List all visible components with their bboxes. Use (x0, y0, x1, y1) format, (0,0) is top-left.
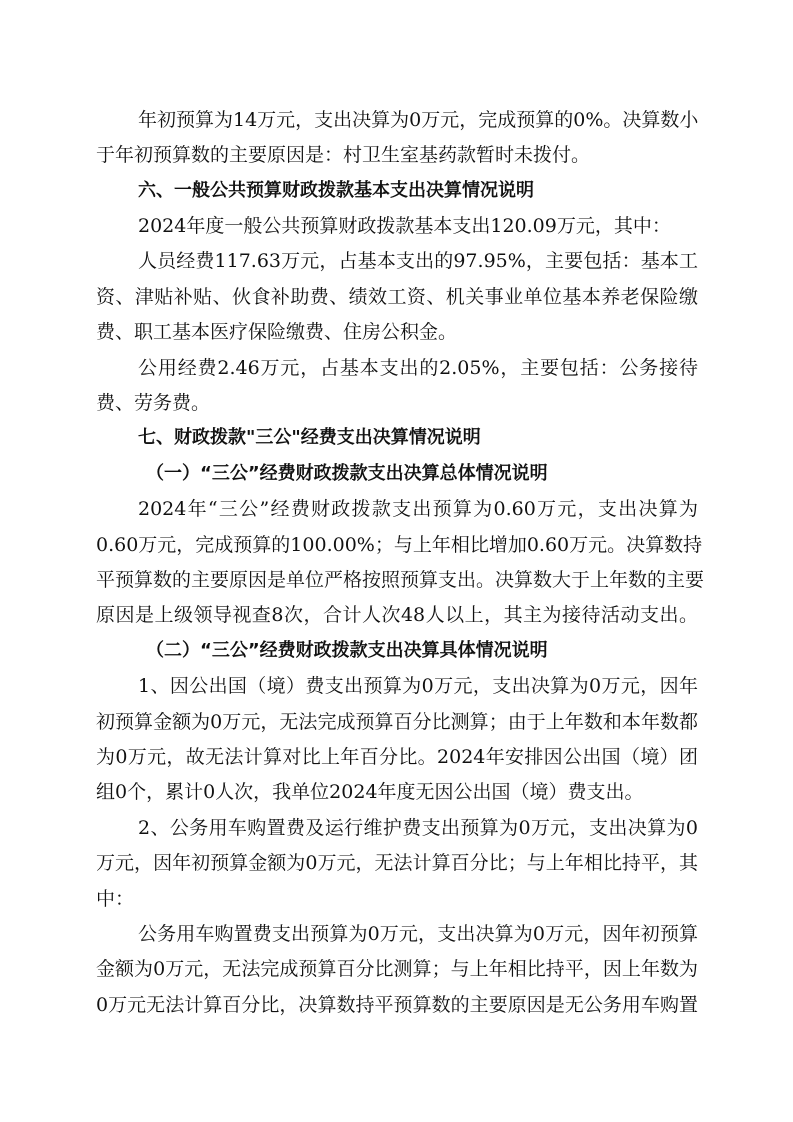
paragraph-line: 原因是上级领导视查8次，合计人次48人以上，其主为接待活动支出。 (96, 604, 698, 626)
paragraph-line: 初预算金额为0万元，无法完成预算百分比测算；由于上年数和本年数都 (96, 711, 698, 733)
paragraph-line: 1、因公出国（境）费支出预算为0万元，支出决算为0万元，因年 (138, 675, 698, 697)
paragraph-line: 万元，因年初预算金额为0万元，无法计算百分比；与上年相比持平，其 (96, 852, 698, 874)
paragraph-line: 费、劳务费。 (96, 392, 211, 414)
paragraph-line: 费、职工基本医疗保险缴费、住房公积金。 (96, 321, 458, 343)
section-heading: 七、财政拨款"三公"经费支出决算情况说明 (138, 427, 481, 448)
paragraph-line: 0万元无法计算百分比，决算数持平预算数的主要原因是无公务用车购置 (96, 994, 698, 1016)
paragraph-line: 公务用车购置费支出预算为0万元，支出决算为0万元，因年初预算 (138, 923, 698, 945)
paragraph-line: 2、公务用车购置费及运行维护费支出预算为0万元，支出决算为0 (138, 817, 698, 839)
paragraph-line: 人员经费117.63万元，占基本支出的97.95%，主要包括：基本工 (138, 250, 698, 272)
paragraph-line: 2024年“三公”经费财政拨款支出预算为0.60万元，支出决算为 (138, 498, 698, 520)
section-heading: 六、一般公共预算财政拨款基本支出决算情况说明 (138, 180, 534, 201)
paragraph-line: 年初预算为14万元，支出决算为0万元，完成预算的0%。决算数小 (138, 109, 699, 131)
paragraph-line: 资、津贴补贴、伙食补助费、绩效工资、机关事业单位基本养老保险缴 (96, 286, 698, 308)
paragraph-line: 为0万元，故无法计算对比上年百分比。2024年安排因公出国（境）团 (96, 746, 698, 768)
paragraph-line: 平预算数的主要原因是单位严格按照预算支出。决算数大于上年数的主要 (96, 569, 705, 591)
paragraph-line: 2024年度一般公共预算财政拨款基本支出120.09万元，其中： (138, 215, 671, 237)
subsection-heading: （二）“三公”经费财政拨款支出决算具体情况说明 (146, 640, 548, 661)
subsection-heading: （一）“三公”经费财政拨款支出决算总体情况说明 (146, 463, 548, 484)
paragraph-line: 组0个，累计0人次，我单位2024年度无因公出国（境）费支出。 (96, 781, 644, 803)
paragraph-line: 中： (96, 888, 135, 910)
paragraph-line: 于年初预算数的主要原因是：村卫生室基药款暂时未拨付。 (96, 144, 591, 166)
paragraph-line: 0.60万元，完成预算的100.00%；与上年相比增加0.60万元。决算数持 (96, 534, 703, 556)
paragraph-line: 公用经费2.46万元，占基本支出的2.05%，主要包括：公务接待 (138, 357, 698, 379)
paragraph-line: 金额为0万元，无法完成预算百分比测算；与上年相比持平，因上年数为 (96, 958, 698, 980)
